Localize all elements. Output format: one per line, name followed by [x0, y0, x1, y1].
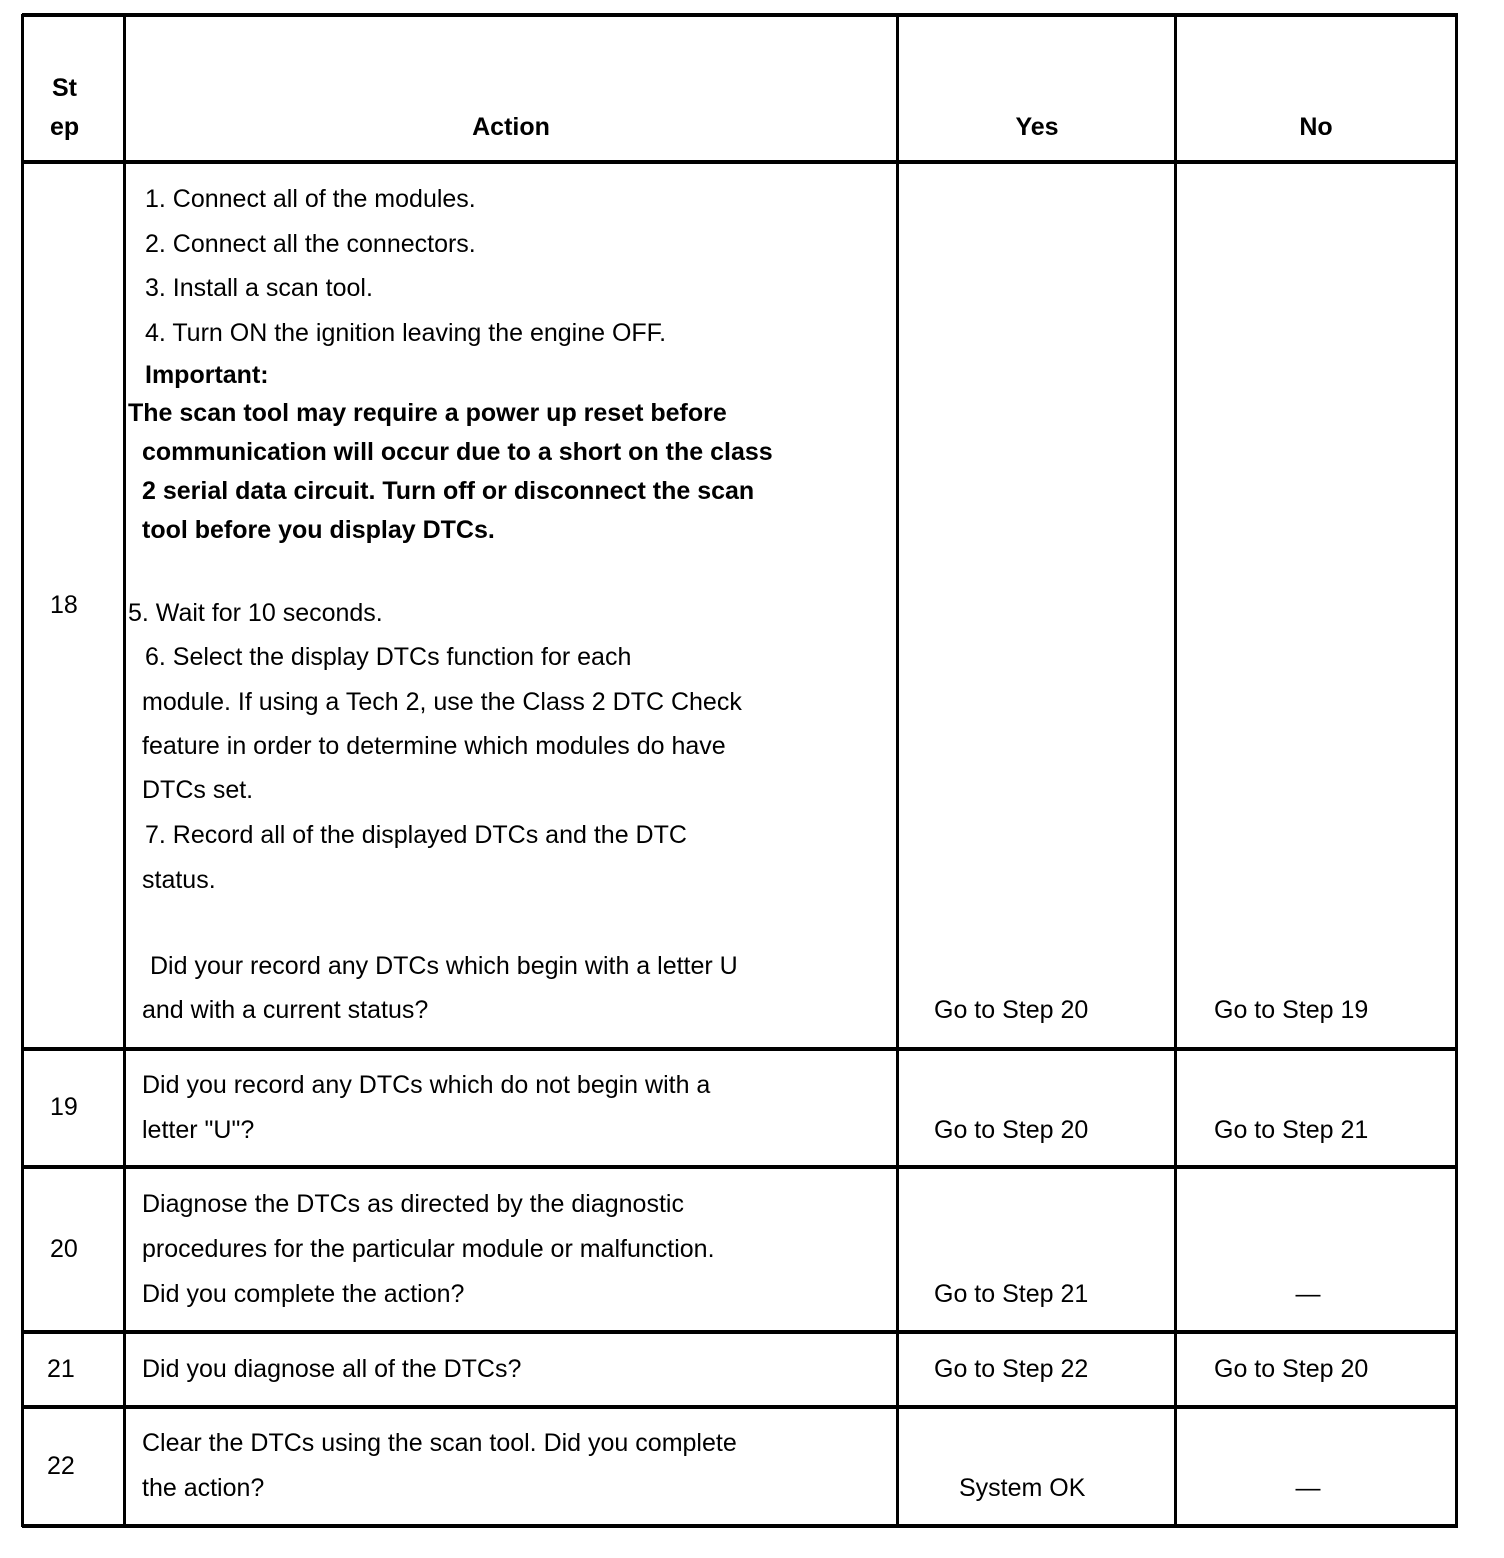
- important-text-line: 2 serial data circuit. Turn off or disconnect the scan: [142, 477, 755, 505]
- yes-result: Go to Step 20: [934, 1116, 1089, 1144]
- header-divider: [22, 160, 1458, 164]
- action-item: 2. Connect all the connectors.: [145, 230, 476, 258]
- header-action: Action: [472, 113, 550, 141]
- action-item-continued: feature in order to determine which modules do have: [142, 732, 726, 760]
- header-no: No: [1299, 113, 1333, 141]
- step-number: 18: [50, 591, 78, 619]
- column-divider: [123, 14, 126, 1527]
- action-item: 1. Connect all of the modules.: [145, 185, 476, 213]
- step-number: 22: [47, 1452, 75, 1480]
- table-border-left: [21, 14, 24, 1527]
- action-text: Diagnose the DTCs as directed by the diagnostic: [142, 1190, 684, 1218]
- action-text: Did you complete the action?: [142, 1280, 465, 1308]
- yes-result: Go to Step 21: [934, 1280, 1089, 1308]
- important-text-line: The scan tool may require a power up reset before: [128, 399, 727, 427]
- action-item: 7. Record all of the displayed DTCs and the DTC: [145, 821, 687, 849]
- no-result: —: [1295, 1280, 1321, 1308]
- row-divider: [22, 1405, 1458, 1409]
- action-item: 3. Install a scan tool.: [145, 274, 373, 302]
- important-text-line: tool before you display DTCs.: [142, 516, 495, 544]
- action-item-continued: DTCs set.: [142, 776, 254, 804]
- row-divider: [22, 1330, 1458, 1334]
- table-border-top: [22, 13, 1458, 17]
- header-yes: Yes: [1015, 113, 1059, 141]
- yes-result: System OK: [959, 1474, 1086, 1502]
- important-text-line: communication will occur due to a short on the class: [142, 438, 773, 466]
- yes-result: Go to Step 22: [934, 1355, 1089, 1383]
- step-number: 20: [50, 1235, 78, 1263]
- action-question: Did your record any DTCs which begin with a letter U: [150, 952, 738, 980]
- action-question: and with a current status?: [142, 996, 429, 1024]
- no-result: Go to Step 19: [1214, 996, 1369, 1024]
- yes-result: Go to Step 20: [934, 996, 1089, 1024]
- row-divider: [22, 1165, 1458, 1169]
- action-item-continued: module. If using a Tech 2, use the Class 2 DTC Check: [142, 688, 742, 716]
- action-text: procedures for the particular module or malfunction.: [142, 1235, 715, 1263]
- action-item: 5. Wait for 10 seconds.: [128, 599, 383, 627]
- action-text: Did you diagnose all of the DTCs?: [142, 1355, 522, 1383]
- no-result: Go to Step 20: [1214, 1355, 1369, 1383]
- action-text: letter "U"?: [142, 1116, 255, 1144]
- action-text: the action?: [142, 1474, 265, 1502]
- table-border-right: [1455, 14, 1458, 1527]
- step-number: 21: [47, 1355, 75, 1383]
- table-border-bottom: [22, 1524, 1458, 1528]
- row-divider: [22, 1047, 1458, 1051]
- action-item: 6. Select the display DTCs function for each: [145, 643, 632, 671]
- action-text: Clear the DTCs using the scan tool. Did you complete: [142, 1429, 737, 1457]
- important-label: Important:: [145, 361, 269, 389]
- action-item: 4. Turn ON the ignition leaving the engine OFF.: [145, 319, 667, 347]
- action-text: Did you record any DTCs which do not begin with a: [142, 1071, 711, 1099]
- no-result: —: [1295, 1474, 1321, 1502]
- column-divider: [896, 14, 899, 1527]
- header-step-line1: St: [52, 74, 77, 102]
- header-step-line2: ep: [50, 113, 80, 141]
- step-number: 19: [50, 1093, 78, 1121]
- no-result: Go to Step 21: [1214, 1116, 1369, 1144]
- action-item-continued: status.: [142, 866, 216, 894]
